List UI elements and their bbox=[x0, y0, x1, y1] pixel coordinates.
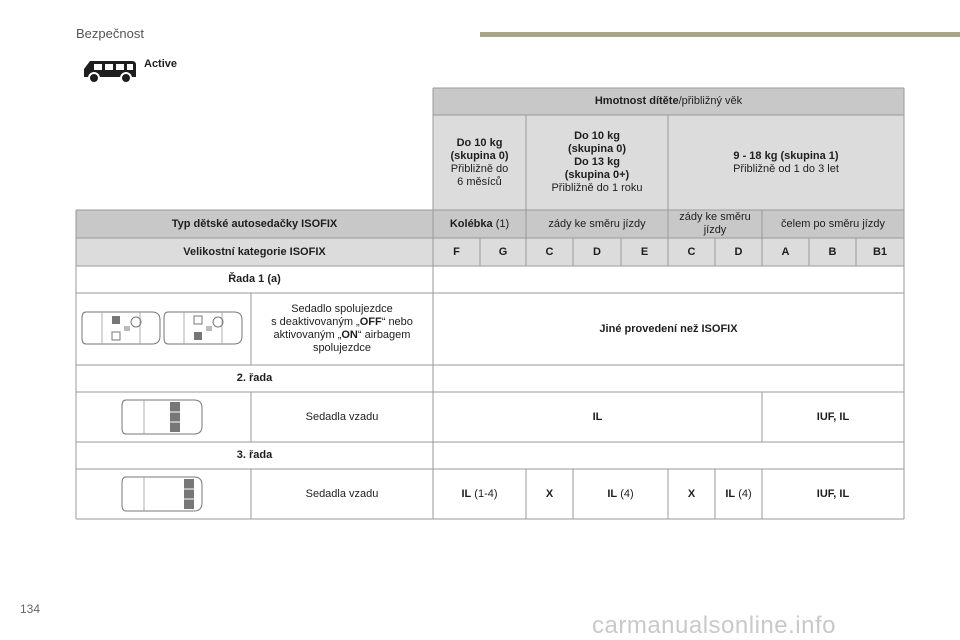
row1-desc-line1: Sedadlo spolujezdce bbox=[291, 303, 393, 315]
size-class-b: B bbox=[828, 245, 837, 258]
wg1-line2: (skupina 0) bbox=[450, 149, 509, 162]
wg2-line1: Do 10 kg bbox=[574, 130, 620, 142]
size-class-a: A bbox=[781, 245, 790, 258]
row2-value-iuf: IUF, IL bbox=[816, 410, 850, 423]
row3-cell-6: IUF, IL bbox=[816, 487, 850, 500]
size-class-label: Velikostní kategorie ISOFIX bbox=[183, 245, 326, 258]
section-title: Bezpečnost bbox=[76, 26, 144, 41]
wg3-line2: Přibližně od 1 do 3 let bbox=[733, 162, 839, 175]
row3-c1-note: (1-4) bbox=[474, 487, 498, 500]
wg3-line1: 9 - 18 kg (skupina 1) bbox=[733, 149, 839, 162]
watermark: carmanualsonline.info bbox=[592, 612, 836, 639]
wg2-line2: (skupina 0) bbox=[567, 143, 627, 155]
row3-c1-bold: IL bbox=[461, 487, 472, 500]
size-class-b1: B1 bbox=[872, 245, 888, 258]
wg2-line5: Přibližně do 1 roku bbox=[551, 182, 643, 194]
row3-cell-2: X bbox=[545, 487, 554, 500]
carrycot-bold: Kolébka bbox=[449, 217, 493, 230]
size-class-g: G bbox=[498, 245, 508, 258]
wg1-line1: Do 10 kg bbox=[456, 136, 503, 149]
row3-c5-note: (4) bbox=[738, 487, 752, 500]
row3-cell-4: X bbox=[687, 487, 696, 500]
row3-c3-bold: IL bbox=[607, 487, 618, 500]
size-class-c2: C bbox=[687, 245, 696, 258]
wg2-line4: (skupina 0+) bbox=[564, 169, 630, 181]
size-class-d: D bbox=[593, 245, 601, 258]
weight-header-bold: Hmotnost dítěte bbox=[594, 95, 679, 107]
row3-c5-bold: IL bbox=[725, 487, 736, 500]
seat-type-rear-2: zády ke směru jízdy bbox=[679, 211, 751, 236]
size-class-e: E bbox=[640, 245, 649, 258]
row2-description: Sedadla vzadu bbox=[305, 410, 379, 423]
weight-header-rest: /přibližný věk bbox=[678, 95, 743, 107]
page-number: 134 bbox=[20, 602, 41, 616]
wg1-line4: 6 měsíců bbox=[457, 175, 502, 188]
row3-c3-note: (4) bbox=[620, 487, 634, 500]
row1-desc-line4: spolujezdce bbox=[312, 342, 372, 354]
size-class-d2: D bbox=[734, 245, 743, 258]
row1-desc-line2a: s deaktivovaným „ bbox=[271, 316, 360, 328]
row1-desc-line3b: “ airbagem bbox=[357, 329, 411, 341]
size-class-c: C bbox=[545, 245, 554, 258]
vehicle-badge-label: Active bbox=[144, 58, 178, 70]
row2-value-il: IL bbox=[592, 410, 603, 423]
seat-type-label: Typ dětské autosedačky ISOFIX bbox=[171, 217, 338, 230]
row1-desc-line3a: aktivovaným „ bbox=[273, 329, 342, 341]
row3-description: Sedadla vzadu bbox=[305, 487, 379, 500]
wg2-line3: Do 13 kg bbox=[574, 156, 620, 168]
row1-value: Jiné provedení než ISOFIX bbox=[599, 322, 738, 335]
row1-label: Řada 1 (a) bbox=[228, 273, 281, 285]
size-class-f: F bbox=[453, 245, 460, 258]
on-label: ON bbox=[341, 329, 358, 341]
off-label: OFF bbox=[359, 316, 382, 328]
row1-desc-line2b: “ nebo bbox=[381, 316, 413, 328]
seat-type-rear-1: zády ke směru jízdy bbox=[548, 217, 646, 230]
row3-label: 3. řada bbox=[236, 449, 273, 461]
wg1-line3: Přibližně do bbox=[450, 162, 509, 175]
row2-label: 2. řada bbox=[236, 372, 273, 384]
seat-type-forward: čelem po směru jízdy bbox=[781, 217, 885, 230]
carrycot-note: (1) bbox=[495, 217, 510, 230]
